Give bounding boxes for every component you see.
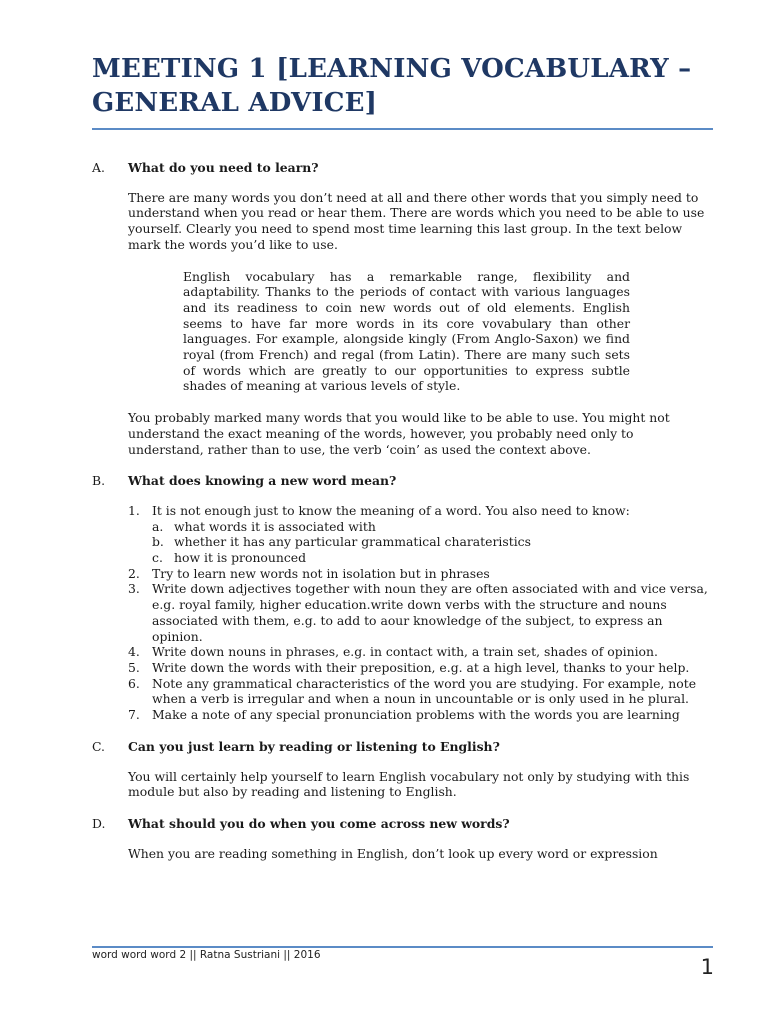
section-d-header	[92, 816, 713, 832]
sub-list-item	[152, 550, 713, 566]
sub-list-letter: a.	[152, 518, 164, 534]
sub-list-letter: b.	[152, 534, 164, 550]
list-number: 3.	[128, 581, 140, 597]
page-title: MEETING 1 [LEARNING VOCABULARY – GENERAL ADVICE]	[92, 54, 692, 118]
list-number: 4.	[128, 644, 140, 660]
section-a-paragraph-1: There are many words you don’t need at all and there other words that you simply need to understand when you read or hear them. There are words which you need to be able to use yourself. Clearly you need to spend most time learning this last group. In the text below mark the words you’d like to use.	[128, 189, 705, 252]
section-heading: What should you do when you come across new words?	[128, 815, 510, 831]
sub-list-letter: c.	[152, 550, 163, 566]
list-item	[128, 644, 713, 660]
list-item	[128, 676, 713, 707]
list-item-text: Make a note of any special pronunciation problems with the words you are learning	[152, 707, 680, 723]
list-item-text: Write down adjectives together with noun they are often associated with and vice versa, e.g. royal family, higher education.write down verbs with the structure and nouns associated with them, e.g. to add to aour knowledge of the subject, to express an opinion.	[152, 581, 708, 644]
list-item	[128, 581, 713, 644]
section-a-header	[92, 160, 713, 176]
list-item-text: Try to learn new words not in isolation but in phrases	[152, 565, 490, 581]
title-divider	[92, 128, 713, 130]
list-number: 7.	[128, 707, 140, 723]
list-item	[128, 660, 713, 676]
sub-list-text: what words it is associated with	[174, 518, 376, 534]
section-c-header	[92, 739, 713, 755]
list-item-text: Write down nouns in phrases, e.g. in contact with, a train set, shades of opinion.	[152, 644, 658, 660]
sub-list-text: whether it has any particular grammatical charateristics	[174, 534, 531, 550]
section-heading: What do you need to learn?	[128, 160, 319, 175]
list-number: 6.	[128, 675, 140, 691]
list-number: 1.	[128, 502, 140, 518]
list-item-text: Note any grammatical characteristics of the word you are studying. For example, note when a verb is irregular and when a noun in uncountable or is only used in he plural.	[152, 675, 697, 707]
sub-list-item	[152, 519, 713, 535]
section-letter: A.	[92, 160, 105, 175]
sub-list-item	[152, 534, 713, 550]
list-item-text: Write down the words with their preposition, e.g. at a high level, thanks to your help.	[152, 659, 690, 675]
section-a-quote: English vocabulary has a remarkable range, flexibility and adaptability. Thanks to the periods of contact with various languages and its readiness to coin new words out of old elements. English seems to have far more words in its core vovabulary than other languages. For example, alongside kingly (From Anglo-Saxon) we find royal (from French) and regal (from Latin). There are many such sets of words which are greatly to our opportunities to express subtle shades of meaning at various levels of style.	[183, 268, 630, 394]
list-item	[128, 707, 713, 723]
section-b-list	[128, 503, 713, 723]
section-heading: What does knowing a new word mean?	[128, 473, 397, 489]
section-letter: D.	[92, 815, 106, 831]
section-b-header	[92, 473, 713, 489]
list-item	[128, 566, 713, 582]
footer-text: word word word 2 || Ratna Sustriani || 2016	[92, 949, 321, 961]
list-item	[128, 503, 713, 566]
page-number: 1	[700, 955, 714, 979]
document-body	[92, 160, 713, 877]
section-letter: C.	[92, 738, 105, 754]
sub-list	[152, 519, 713, 566]
list-number: 2.	[128, 565, 140, 581]
section-letter: B.	[92, 473, 106, 489]
sub-list-text: how it is pronounced	[174, 550, 307, 566]
section-heading: Can you just learn by reading or listening to English?	[128, 738, 500, 754]
section-c-paragraph: You will certainly help yourself to learn English vocabulary not only by studying with this module but also by reading and listening to English.	[128, 768, 690, 800]
section-a-paragraph-2: You probably marked many words that you would like to be able to use. You might not understand the exact meaning of the words, however, you probably need only to understand, rather than to use, the verb ‘coin’ as used the context above.	[128, 410, 670, 457]
section-d-paragraph: When you are reading something in English, don’t look up every word or expression	[128, 845, 658, 861]
list-item-text: It is not enough just to know the meaning of a word. You also need to know:	[152, 502, 630, 518]
list-number: 5.	[128, 659, 140, 675]
footer-divider	[92, 946, 713, 948]
